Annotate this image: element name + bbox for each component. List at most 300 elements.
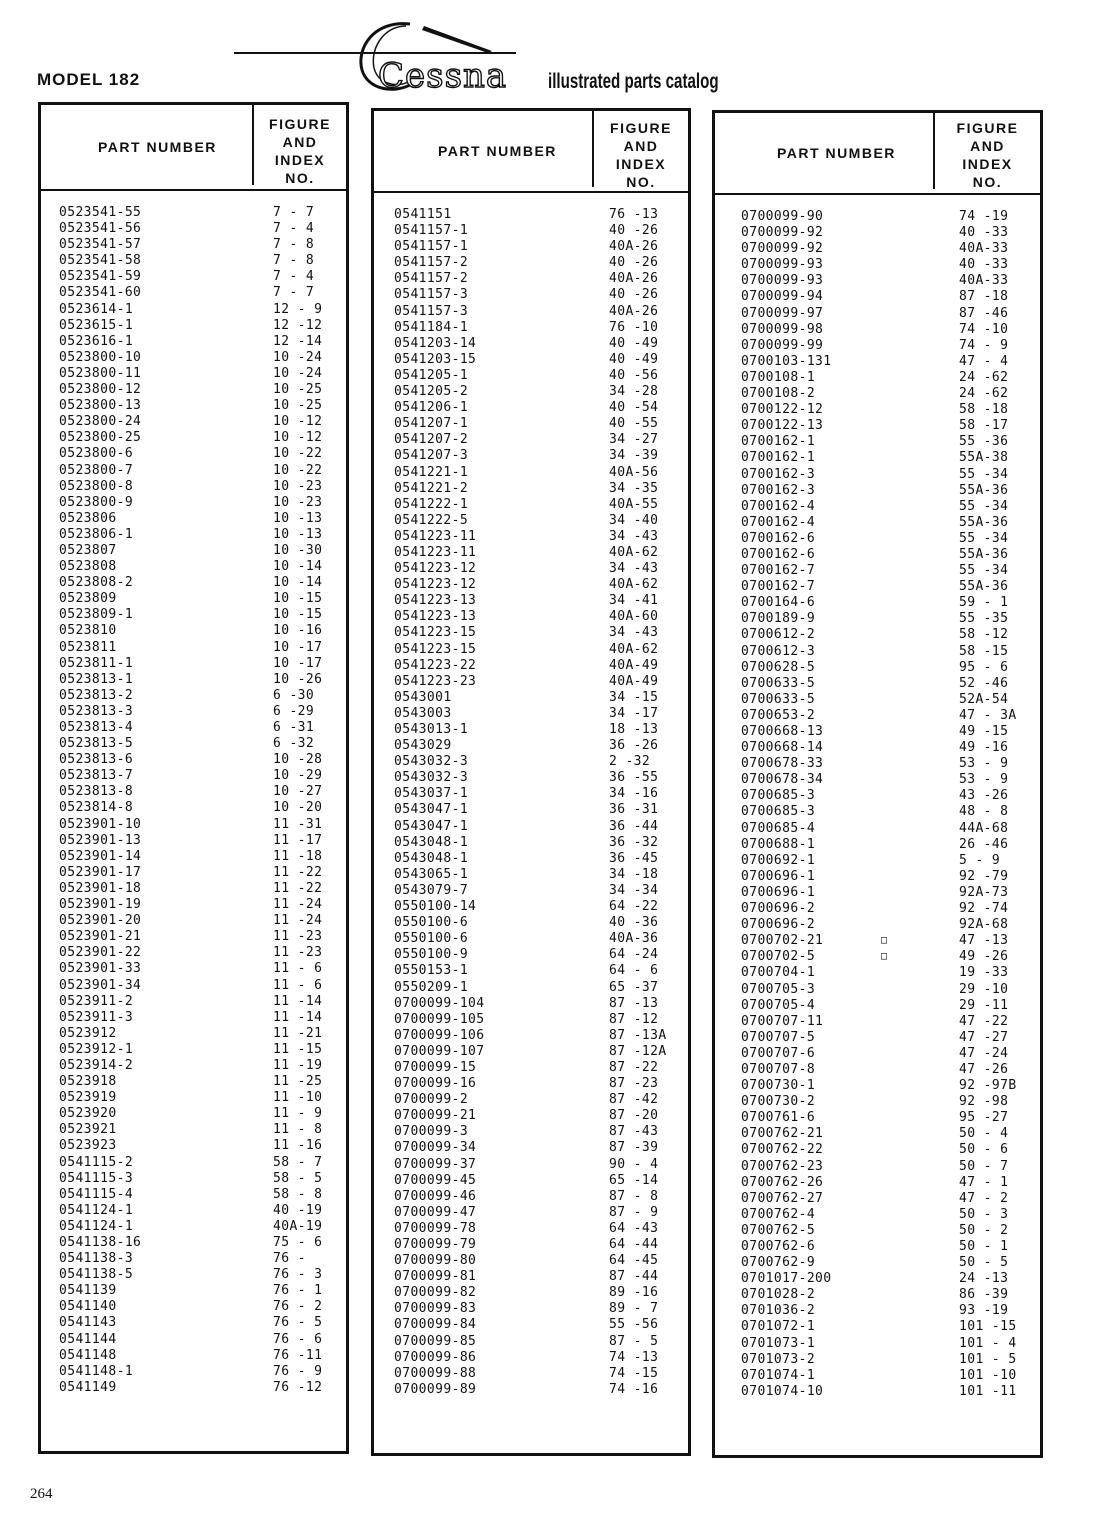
figure-index: 40 -26 — [609, 223, 659, 239]
figure-index: 11 -16 — [273, 1138, 323, 1154]
figure-index: 47 - 1 — [959, 1174, 1009, 1190]
table-row — [715, 1142, 1040, 1158]
table-row — [41, 833, 346, 849]
part-number: 0701074-1 — [741, 1367, 816, 1383]
table-row — [41, 865, 346, 881]
table-row — [41, 688, 346, 704]
table-row — [374, 947, 688, 963]
figure-index: 40 -33 — [959, 257, 1009, 273]
table-row — [41, 430, 346, 446]
table-row — [41, 559, 346, 575]
figure-index: 10 -22 — [273, 462, 323, 478]
figure-index: 87 -44 — [609, 1269, 659, 1285]
part-number: 0700099-93 — [741, 273, 824, 289]
table-row — [715, 1207, 1040, 1223]
part-number: 0700099-94 — [741, 289, 824, 305]
table-row — [374, 448, 688, 464]
figure-index: 36 -26 — [609, 738, 659, 754]
table-header — [715, 113, 1040, 195]
part-number: 0701074-10 — [741, 1383, 824, 1399]
table-row — [374, 1221, 688, 1237]
table-row — [374, 1237, 688, 1253]
part-number: 0550100-6 — [394, 915, 469, 931]
figure-index: 47 -26 — [959, 1061, 1009, 1077]
part-number: 0541140 — [59, 1299, 117, 1315]
part-number: 0700696-2 — [741, 901, 816, 917]
figure-index: 34 -39 — [609, 448, 659, 464]
table-row — [715, 499, 1040, 515]
part-number: 0700702-21 — [741, 933, 824, 949]
table-row — [715, 660, 1040, 676]
figure-index: 11 - 6 — [273, 961, 323, 977]
figure-index: 10 -20 — [273, 800, 323, 816]
table-row — [41, 784, 346, 800]
part-number: 0523912 — [59, 1025, 117, 1041]
part-number: 0700099-104 — [394, 995, 485, 1011]
table-row — [715, 1078, 1040, 1094]
figure-index: 74 - 9 — [959, 337, 1009, 353]
part-number: 0700162-4 — [741, 514, 816, 530]
figure-index: 10 -28 — [273, 752, 323, 768]
table-row — [41, 479, 346, 495]
part-number: 0700162-7 — [741, 563, 816, 579]
table-row — [374, 304, 688, 320]
table-row — [41, 978, 346, 994]
figure-index: 101 - 4 — [959, 1335, 1017, 1351]
part-number: 0700762-9 — [741, 1255, 816, 1271]
part-number: 0700704-1 — [741, 965, 816, 981]
table-row — [374, 1012, 688, 1028]
figure-index: 50 - 7 — [959, 1158, 1009, 1174]
table-row — [374, 497, 688, 513]
table-row — [41, 1332, 346, 1348]
part-number: 0523800-12 — [59, 382, 142, 398]
part-number: 0701073-2 — [741, 1351, 816, 1367]
table-row — [374, 223, 688, 239]
part-number: 0700702-5 — [741, 949, 816, 965]
part-number: 0541115-3 — [59, 1170, 134, 1186]
figure-index: 92 -98 — [959, 1094, 1009, 1110]
figure-index: 92 -74 — [959, 901, 1009, 917]
table-row — [715, 1352, 1040, 1368]
figure-index: 47 - 4 — [959, 353, 1009, 369]
part-number: 0523806-1 — [59, 526, 134, 542]
change-marker: □ — [881, 935, 888, 947]
part-number: 0541138-5 — [59, 1267, 134, 1283]
figure-index: 87 - 9 — [609, 1204, 659, 1220]
part-number: 0523809 — [59, 591, 117, 607]
part-number: 0523901-13 — [59, 832, 142, 848]
table-row — [41, 704, 346, 720]
part-number: 0541157-3 — [394, 303, 469, 319]
table-row — [715, 547, 1040, 563]
figure-index: 34 -18 — [609, 866, 659, 882]
table-row — [374, 207, 688, 223]
figure-index: 95 -27 — [959, 1110, 1009, 1126]
table-row — [715, 1255, 1040, 1271]
figure-index-header-line: AND — [623, 138, 659, 154]
part-number: 0543029 — [394, 738, 452, 754]
table-row — [41, 672, 346, 688]
figure-index: 11 -22 — [273, 880, 323, 896]
part-number: 0700762-4 — [741, 1206, 816, 1222]
page-number: 264 — [30, 1486, 53, 1502]
part-number: 0550100-14 — [394, 899, 477, 915]
part-number: 0700099-16 — [394, 1076, 477, 1092]
part-number: 0523800-9 — [59, 494, 134, 510]
table-row — [41, 1106, 346, 1122]
figure-index: 40A-55 — [609, 496, 659, 512]
figure-index: 24 -13 — [959, 1271, 1009, 1287]
part-number: 0523800-7 — [59, 462, 134, 478]
part-number: 0523811-1 — [59, 655, 134, 671]
header-divider — [933, 113, 935, 189]
figure-index: 74 -19 — [959, 209, 1009, 224]
part-number: 0700707-6 — [741, 1045, 816, 1061]
part-number: 0700762-21 — [741, 1126, 824, 1142]
part-number-header: PART NUMBER — [777, 145, 896, 161]
part-number: 0700099-79 — [394, 1237, 477, 1252]
table-row — [715, 644, 1040, 660]
table-row — [41, 1299, 346, 1315]
part-number: 0541205-2 — [394, 384, 469, 400]
table-row — [715, 885, 1040, 901]
figure-index: 11 -22 — [273, 864, 323, 880]
figure-index: 34 -43 — [609, 625, 659, 641]
part-number: 0550100-9 — [394, 947, 469, 963]
figure-index: 34 -40 — [609, 512, 659, 528]
table-row — [374, 1124, 688, 1140]
part-number: 0541207-3 — [394, 448, 469, 464]
table-row — [715, 1336, 1040, 1352]
table-row — [715, 627, 1040, 643]
part-number: 0541223-15 — [394, 625, 477, 641]
table-row — [715, 869, 1040, 885]
table-row — [374, 1092, 688, 1108]
part-number: 0523809-1 — [59, 607, 134, 623]
figure-index: 36 -45 — [609, 850, 659, 866]
figure-index: 11 -19 — [273, 1057, 323, 1073]
table-row — [715, 1159, 1040, 1175]
part-number: 0523807 — [59, 542, 117, 558]
table-row — [715, 241, 1040, 257]
figure-index: 40A-62 — [609, 544, 659, 560]
figure-index: 92A-68 — [959, 917, 1009, 933]
figure-index: 40 -54 — [609, 400, 659, 416]
part-number: 0700099-90 — [741, 209, 824, 224]
figure-index: 11 - 6 — [273, 977, 323, 993]
table-row — [41, 1074, 346, 1090]
table-row — [374, 1317, 688, 1333]
part-number: 0523813-5 — [59, 736, 134, 752]
header-divider — [252, 105, 254, 185]
part-number: 0700707-5 — [741, 1029, 816, 1045]
figure-index: 40A-62 — [609, 641, 659, 657]
table-row — [715, 965, 1040, 981]
figure-index: 101 -15 — [959, 1319, 1017, 1335]
part-number: 0523813-6 — [59, 752, 134, 768]
table-row — [374, 1382, 688, 1398]
part-number: 0523800-11 — [59, 365, 142, 381]
table-row — [715, 1223, 1040, 1239]
part-number: 0700162-4 — [741, 498, 816, 514]
part-number: 0523811 — [59, 639, 117, 655]
part-number: 0541223-13 — [394, 593, 477, 609]
table-row — [715, 611, 1040, 627]
table-row — [715, 1368, 1040, 1384]
figure-index: 47 -27 — [959, 1029, 1009, 1045]
part-number: 0700099-106 — [394, 1027, 485, 1043]
part-number: 0700633-5 — [741, 675, 816, 691]
figure-index-header-line: INDEX — [615, 156, 667, 172]
table-row — [374, 915, 688, 931]
figure-index: 10 -13 — [273, 526, 323, 542]
part-number: 0541143 — [59, 1315, 117, 1331]
part-number: 0523616-1 — [59, 333, 134, 349]
figure-index-header-line: NO. — [972, 174, 1003, 190]
part-number: 0700668-14 — [741, 740, 824, 756]
part-number: 0700099-80 — [394, 1253, 477, 1269]
figure-index: 55A-36 — [959, 514, 1009, 530]
table-row — [41, 817, 346, 833]
part-number: 0541223-11 — [394, 544, 477, 560]
part-number: 0523923 — [59, 1138, 117, 1154]
table-row — [374, 658, 688, 674]
part-number: 0523901-17 — [59, 864, 142, 880]
part-number: 0523541-57 — [59, 237, 142, 253]
table-row — [41, 897, 346, 913]
part-number: 0523810 — [59, 623, 117, 639]
part-number: 0701072-1 — [741, 1319, 816, 1335]
figure-index: 10 -23 — [273, 478, 323, 494]
figure-index: 7 - 7 — [273, 285, 315, 301]
figure-index: 10 -30 — [273, 542, 323, 558]
part-number: 0541223-12 — [394, 577, 477, 593]
part-number: 0700653-2 — [741, 707, 816, 723]
table-row — [374, 577, 688, 593]
part-number: 0543048-1 — [394, 850, 469, 866]
part-number: 0523541-60 — [59, 285, 142, 301]
part-number: 0523901-33 — [59, 961, 142, 977]
figure-index: 55 -34 — [959, 563, 1009, 579]
figure-index: 10 -14 — [273, 559, 323, 575]
part-number: 0541149 — [59, 1379, 117, 1395]
table-row — [715, 804, 1040, 820]
table-row — [374, 931, 688, 947]
table-row — [41, 1219, 346, 1235]
table-header — [41, 105, 346, 191]
figure-index: 59 - 1 — [959, 595, 1009, 611]
part-number: 0700099-85 — [394, 1333, 477, 1349]
part-number: 0701028-2 — [741, 1287, 816, 1303]
part-number: 0700162-3 — [741, 482, 816, 498]
table-row — [374, 384, 688, 400]
part-number: 0523901-20 — [59, 913, 142, 929]
table-row — [715, 933, 1040, 949]
table-row — [374, 336, 688, 352]
part-number: 0523901-19 — [59, 897, 142, 913]
table-row — [715, 1126, 1040, 1142]
part-number: 0523800-25 — [59, 430, 142, 446]
part-number: 0700099-86 — [394, 1349, 477, 1365]
part-number: 0541207-1 — [394, 416, 469, 432]
part-number: 0541184-1 — [394, 319, 469, 335]
figure-index: 55 -34 — [959, 498, 1009, 514]
figure-index-header-line: FIGURE — [269, 116, 331, 132]
part-number: 0541157-2 — [394, 271, 469, 287]
part-number: 0700707-11 — [741, 1013, 824, 1029]
part-number: 0700108-2 — [741, 386, 816, 402]
part-number: 0523615-1 — [59, 317, 134, 333]
table-row — [41, 318, 346, 334]
part-number: 0523901-21 — [59, 929, 142, 945]
part-number: 0523813-1 — [59, 671, 134, 687]
figure-index: 34 -28 — [609, 384, 659, 400]
figure-index: 12 - 9 — [273, 301, 323, 317]
figure-index: 40 -36 — [609, 915, 659, 931]
figure-index: 40 -33 — [959, 225, 1009, 241]
brand-wordmark: Cessna — [378, 56, 508, 96]
figure-index: 10 -13 — [273, 510, 323, 526]
table-row — [41, 1122, 346, 1138]
part-number: 0523541-56 — [59, 221, 142, 237]
table-row — [41, 302, 346, 318]
part-number: 0523911-3 — [59, 1009, 134, 1025]
figure-index: 40A-26 — [609, 239, 659, 255]
figure-index: 10 -12 — [273, 414, 323, 430]
part-number: 0700612-3 — [741, 643, 816, 659]
part-number: 0700099-46 — [394, 1188, 477, 1204]
parts-list — [374, 207, 688, 1398]
part-number: 0700103-131 — [741, 353, 832, 369]
table-row — [715, 1319, 1040, 1335]
part-number: 0523911-2 — [59, 993, 134, 1009]
part-number: 0700162-3 — [741, 466, 816, 482]
part-number: 0700099-84 — [394, 1317, 477, 1333]
table-row — [374, 867, 688, 883]
part-number: 0701017-200 — [741, 1271, 832, 1287]
table-row — [715, 692, 1040, 708]
figure-index: 40A-36 — [609, 931, 659, 947]
part-number: 0523541-58 — [59, 253, 142, 269]
table-row — [374, 368, 688, 384]
table-row — [715, 998, 1040, 1014]
part-number: 0550100-6 — [394, 931, 469, 947]
part-number: 0541223-11 — [394, 528, 477, 544]
part-number: 0523901-34 — [59, 977, 142, 993]
table-row — [374, 1350, 688, 1366]
part-number: 0541148-1 — [59, 1363, 134, 1379]
part-number: 0541124-1 — [59, 1202, 134, 1218]
table-row — [715, 579, 1040, 595]
table-row — [374, 996, 688, 1012]
part-number: 0700162-1 — [741, 450, 816, 466]
table-row — [41, 527, 346, 543]
part-number: 0541157-2 — [394, 255, 469, 271]
figure-index: 7 - 7 — [273, 205, 315, 220]
figure-index: 40A-60 — [609, 609, 659, 625]
table-row — [715, 1303, 1040, 1319]
figure-index: 10 -24 — [273, 349, 323, 365]
part-number: 0700705-3 — [741, 981, 816, 997]
part-number: 0700762-27 — [741, 1190, 824, 1206]
figure-index: 40A-49 — [609, 657, 659, 673]
part-number: 0523808 — [59, 559, 117, 575]
part-number: 0523901-10 — [59, 816, 142, 832]
figure-index: 74 -10 — [959, 321, 1009, 337]
table-row — [374, 320, 688, 336]
figure-index: 76 -13 — [609, 207, 659, 222]
table-row — [41, 1283, 346, 1299]
part-number: 0543032-3 — [394, 754, 469, 770]
table-row — [41, 913, 346, 929]
part-number: 0700099-45 — [394, 1172, 477, 1188]
figure-index: 11 - 9 — [273, 1106, 323, 1122]
part-number: 0700685-3 — [741, 788, 816, 804]
part-number: 0550209-1 — [394, 979, 469, 995]
figure-index: 10 -17 — [273, 655, 323, 671]
table-row — [41, 800, 346, 816]
figure-index: 76 - 3 — [273, 1267, 323, 1283]
part-number: 0523813-7 — [59, 768, 134, 784]
parts-column-1 — [38, 102, 349, 1454]
table-row — [374, 593, 688, 609]
figure-index: 43 -26 — [959, 788, 1009, 804]
part-number: 0523800-24 — [59, 414, 142, 430]
table-row — [41, 1203, 346, 1219]
figure-index: 36 -31 — [609, 802, 659, 818]
part-number: 0543065-1 — [394, 866, 469, 882]
figure-index: 95 - 6 — [959, 659, 1009, 675]
part-number: 0543001 — [394, 689, 452, 705]
figure-index: 40A-26 — [609, 303, 659, 319]
part-number: 0543079-7 — [394, 882, 469, 898]
table-row — [715, 563, 1040, 579]
table-row — [374, 465, 688, 481]
figure-index: 6 -31 — [273, 720, 315, 735]
figure-index: 11 -14 — [273, 1009, 323, 1025]
part-number: 0700099-97 — [741, 305, 824, 321]
part-number: 0700099-105 — [394, 1011, 485, 1027]
part-number: 0700762-22 — [741, 1142, 824, 1158]
table-row — [715, 531, 1040, 547]
table-row — [374, 1173, 688, 1189]
table-row — [374, 1301, 688, 1317]
part-number: 0700099-21 — [394, 1108, 477, 1124]
part-number: 0541148 — [59, 1347, 117, 1363]
part-number: 0700612-2 — [741, 627, 816, 643]
figure-index: 10 -27 — [273, 784, 323, 800]
table-header — [374, 111, 688, 193]
table-row — [41, 607, 346, 623]
table-row — [715, 1046, 1040, 1062]
part-number: 0701073-1 — [741, 1335, 816, 1351]
figure-index: 40A-26 — [609, 271, 659, 287]
table-row — [374, 1108, 688, 1124]
part-number: 0541223-12 — [394, 561, 477, 577]
figure-index: 87 -46 — [959, 305, 1009, 321]
table-row — [374, 1366, 688, 1382]
part-number: 0541223-13 — [394, 609, 477, 625]
part-number: 0543032-3 — [394, 770, 469, 786]
table-row — [374, 1334, 688, 1350]
part-number: 0541221-1 — [394, 464, 469, 480]
figure-index-header-line: INDEX — [962, 156, 1013, 172]
table-row — [715, 901, 1040, 917]
figure-index: 34 -15 — [609, 689, 659, 705]
table-row — [41, 1155, 346, 1171]
figure-index: 47 -13 — [959, 933, 1009, 949]
